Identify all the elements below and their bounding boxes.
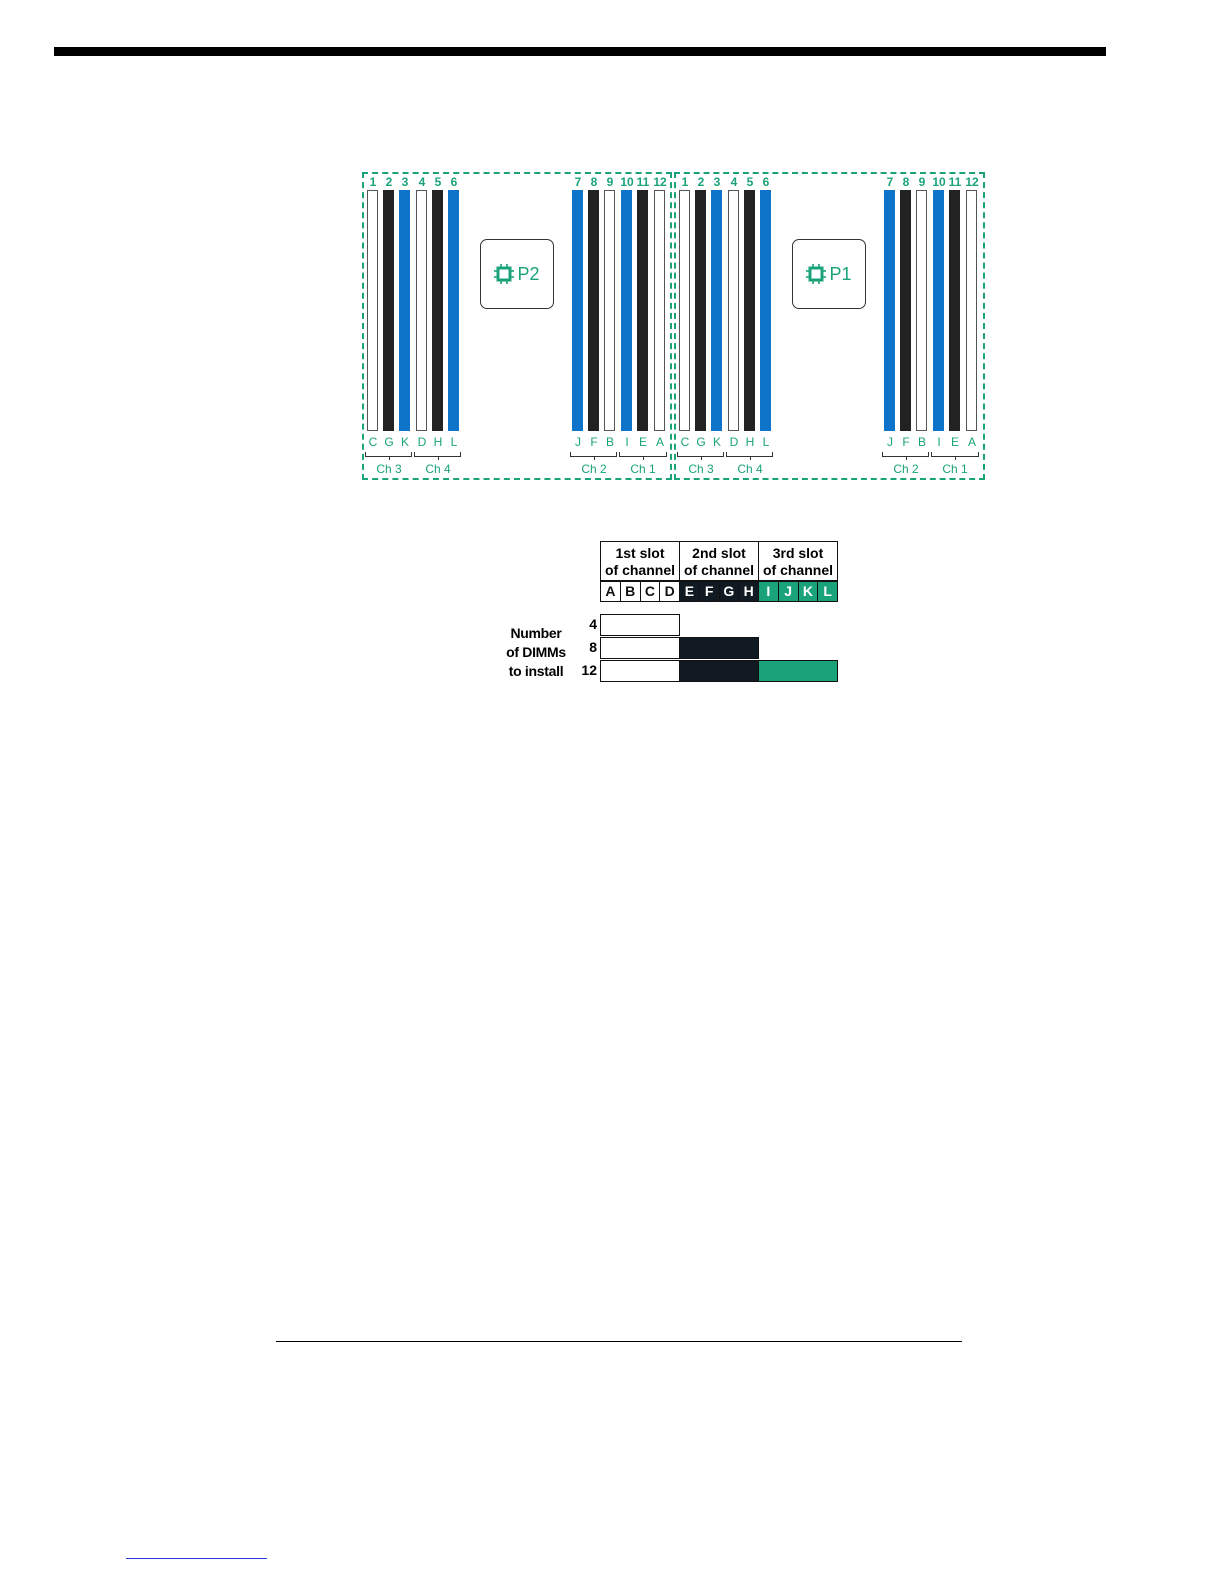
slot-number: 5 [746, 175, 754, 189]
legend-slot-letter: E [679, 581, 700, 602]
dimm-slot [637, 190, 648, 431]
legend-slot-letter: B [620, 581, 641, 602]
slot-number: 2 [385, 175, 393, 189]
legend-fill-bar [679, 660, 759, 682]
dimm-slot [572, 190, 583, 431]
dimm-slot [900, 190, 911, 431]
bracket-tick [643, 456, 644, 460]
footer-link-underline[interactable] [126, 1558, 267, 1559]
legend-header-line: 1st slot [615, 545, 665, 561]
slot-number: 9 [606, 175, 614, 189]
legend-fill-bar [679, 637, 759, 659]
dimm-count: 12 [581, 662, 597, 678]
slot-number: 7 [886, 175, 894, 189]
axis-label-line: Number [510, 625, 562, 641]
dimm-slot [728, 190, 739, 431]
top-rule [54, 47, 1106, 56]
dimm-slot [588, 190, 599, 431]
slot-number: 9 [918, 175, 926, 189]
slot-letter: F [590, 435, 598, 449]
bracket-tick [701, 456, 702, 460]
legend-header-1 [600, 541, 680, 581]
dimm-slot [884, 190, 895, 431]
dimm-slot [604, 190, 615, 431]
slot-number: 1 [681, 175, 689, 189]
bracket-tick [389, 456, 390, 460]
dimm-slot [621, 190, 632, 431]
dimm-slot [695, 190, 706, 431]
processor-chip-icon [806, 264, 826, 284]
slot-letter: D [729, 435, 739, 449]
slot-letter: I [625, 435, 629, 449]
legend-fill-bar [600, 637, 680, 659]
slot-letter: D [417, 435, 427, 449]
channel-label: Ch 3 [376, 462, 402, 476]
slot-letter: H [745, 435, 755, 449]
slot-letter: K [712, 435, 721, 449]
slot-letter: A [967, 435, 976, 449]
slot-letter: G [384, 435, 394, 449]
slot-number: 11 [636, 175, 650, 189]
slot-number: 8 [590, 175, 598, 189]
slot-letter: B [917, 435, 926, 449]
legend-slot-letter: L [817, 581, 838, 602]
processor-label: P1 [829, 263, 852, 284]
legend-header-2 [679, 541, 759, 581]
slot-number: 2 [697, 175, 705, 189]
slot-number: 3 [713, 175, 721, 189]
slot-letter: B [605, 435, 614, 449]
axis-label-line: of DIMMs [506, 644, 566, 660]
channel-label: Ch 1 [942, 462, 968, 476]
legend-header-line: 3rd slot [772, 545, 824, 561]
legend-slot-letter: K [798, 581, 819, 602]
legend-slot-letter: J [778, 581, 799, 602]
channel-label: Ch 2 [581, 462, 607, 476]
bracket-tick [750, 456, 751, 460]
legend-slot-letter: F [699, 581, 720, 602]
bottom-rule [276, 1341, 962, 1342]
channel-label: Ch 4 [425, 462, 451, 476]
legend-slot-letter: D [659, 581, 680, 602]
legend-slot-letter: H [738, 581, 759, 602]
slot-number: 10 [932, 175, 946, 189]
slot-number: 6 [762, 175, 770, 189]
slot-letter: E [638, 435, 647, 449]
slot-letter: L [450, 435, 458, 449]
dimm-slot [966, 190, 977, 431]
bracket-tick [906, 456, 907, 460]
slot-letter: C [680, 435, 690, 449]
dimm-slot [416, 190, 427, 431]
channel-label: Ch 2 [893, 462, 919, 476]
dimm-slot [760, 190, 771, 431]
dimm-slot [367, 190, 378, 431]
legend-header-line: of channel [762, 562, 833, 578]
slot-number: 11 [948, 175, 962, 189]
slot-letter: I [937, 435, 941, 449]
dimm-slot [654, 190, 665, 431]
dimm-slot [711, 190, 722, 431]
slot-letter: C [368, 435, 378, 449]
processor-p2 [480, 239, 554, 309]
processor-p1 [792, 239, 866, 309]
dimm-count: 4 [589, 616, 597, 632]
dimm-slot [949, 190, 960, 431]
slot-number: 12 [965, 175, 979, 189]
dimm-slot [933, 190, 944, 431]
legend-header-line: of channel [604, 562, 675, 578]
legend-fill-bar [600, 660, 680, 682]
channel-label: Ch 3 [688, 462, 714, 476]
slot-number: 12 [653, 175, 667, 189]
channel-label: Ch 1 [630, 462, 656, 476]
bracket-tick [955, 456, 956, 460]
dimm-slot [399, 190, 410, 431]
dimm-slot [744, 190, 755, 431]
slot-number: 4 [418, 175, 426, 189]
legend-slot-letter: C [640, 581, 661, 602]
legend-slot-letter: A [600, 581, 621, 602]
axis-label-line: to install [508, 663, 564, 679]
slot-number: 8 [902, 175, 910, 189]
legend-header-line: of channel [683, 562, 754, 578]
legend-slot-letter: I [758, 581, 779, 602]
processor-label: P2 [517, 263, 540, 284]
slot-letter: H [433, 435, 443, 449]
legend-header-3 [758, 541, 838, 581]
slot-number: 10 [620, 175, 634, 189]
dimm-slot [448, 190, 459, 431]
slot-letter: A [655, 435, 664, 449]
legend-header-line: 2nd slot [692, 545, 746, 561]
legend-axis-label [500, 624, 572, 681]
slot-number: 3 [401, 175, 409, 189]
slot-number: 1 [369, 175, 377, 189]
legend-fill-bar [600, 614, 680, 636]
slot-number: 7 [574, 175, 582, 189]
dimm-slot [679, 190, 690, 431]
dimm-count: 8 [589, 639, 597, 655]
slot-letter: J [887, 435, 893, 449]
dimm-slot [383, 190, 394, 431]
legend-slot-letter: G [719, 581, 740, 602]
slot-letter: F [902, 435, 910, 449]
slot-number: 4 [730, 175, 738, 189]
slot-number: 5 [434, 175, 442, 189]
bracket-tick [594, 456, 595, 460]
bracket-tick [438, 456, 439, 460]
channel-label: Ch 4 [737, 462, 763, 476]
legend-fill-bar [758, 660, 838, 682]
dimm-slot [432, 190, 443, 431]
slot-letter: E [950, 435, 959, 449]
processor-chip-icon [494, 264, 514, 284]
slot-letter: L [762, 435, 770, 449]
slot-letter: K [400, 435, 409, 449]
slot-number: 6 [450, 175, 458, 189]
slot-letter: J [575, 435, 581, 449]
dimm-slot [916, 190, 927, 431]
slot-letter: G [696, 435, 706, 449]
